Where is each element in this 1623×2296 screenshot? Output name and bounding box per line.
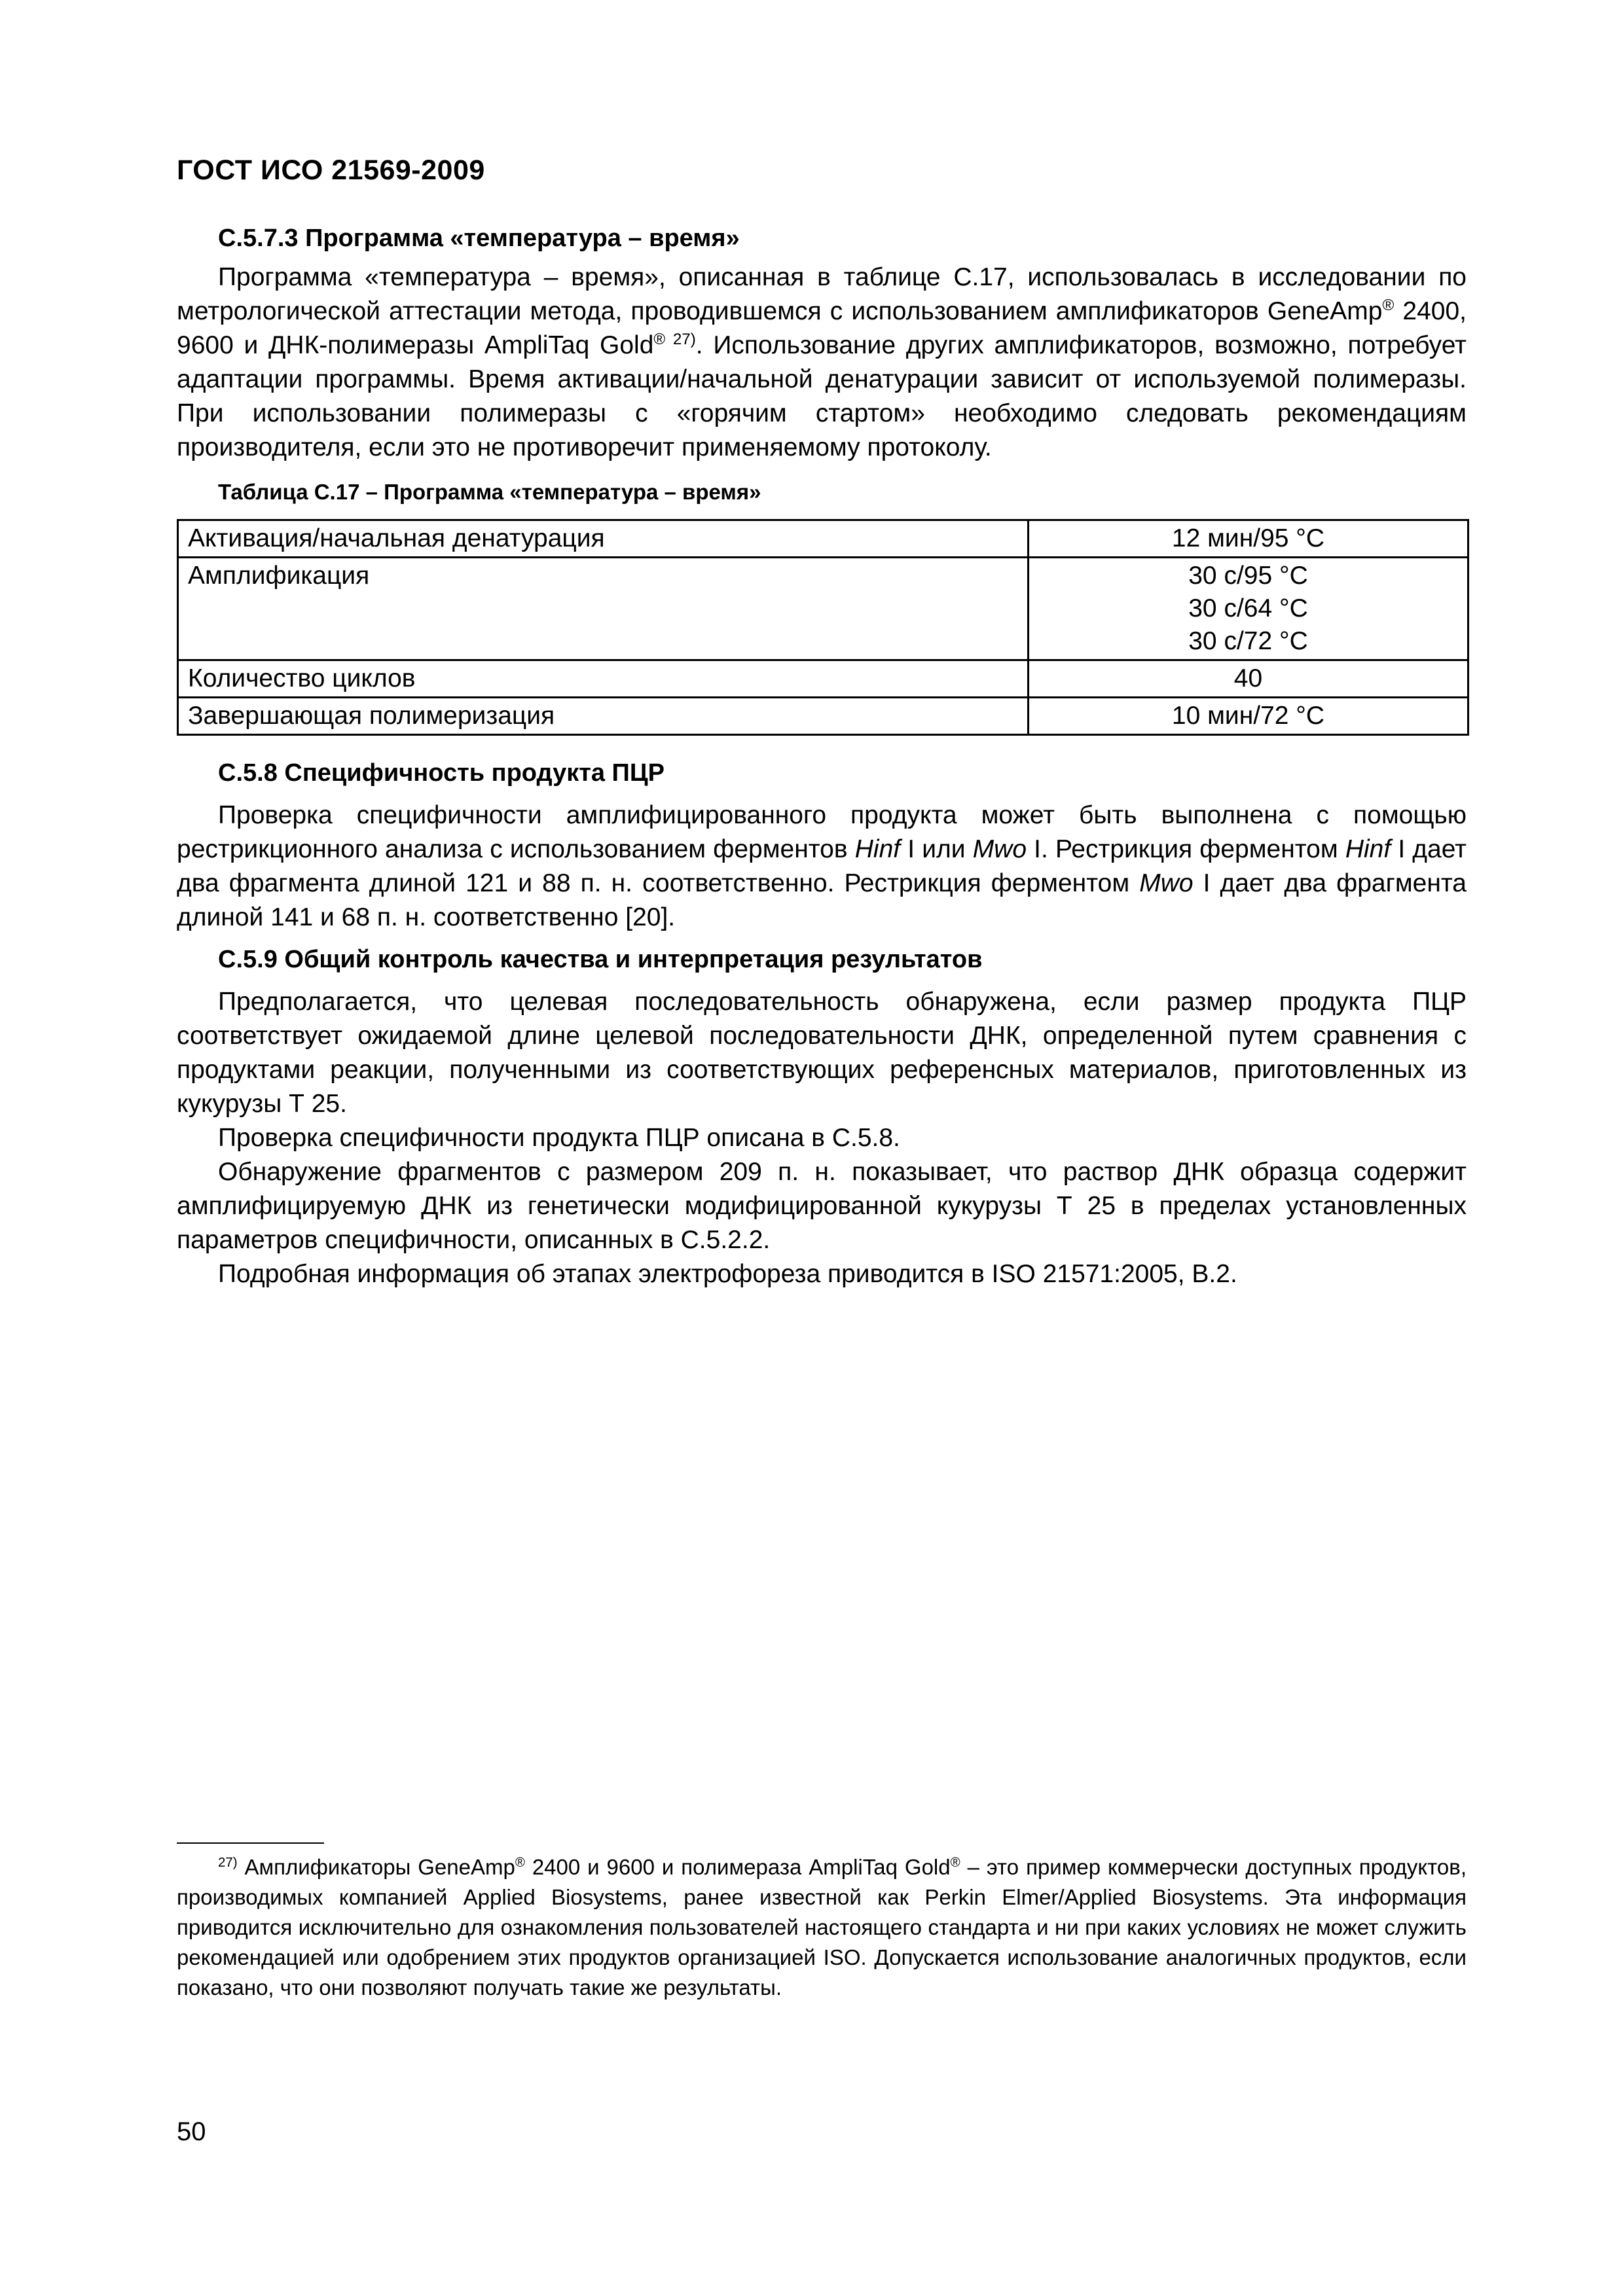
table-cell-label: Амплификация bbox=[178, 558, 1029, 660]
section-c573-body bbox=[177, 260, 1467, 465]
registered-mark: ® bbox=[515, 1855, 525, 1870]
text-run: Программа «температура – время», описанная в таблице С.17, использовалась в исследовании по метрологической аттестации метода, проводившемся с использованием амплификаторов GeneAmp bbox=[177, 263, 1467, 325]
section-c59-body bbox=[177, 985, 1467, 1291]
footnote-divider bbox=[177, 1842, 324, 1844]
table-row bbox=[178, 660, 1468, 698]
table-cell-value: 40 bbox=[1029, 660, 1468, 698]
enzyme-name: Mwo bbox=[972, 835, 1027, 863]
footnote-reference: 27) bbox=[665, 331, 696, 348]
paragraph: Проверка специфичности продукта ПЦР описана в С.5.8. bbox=[218, 1124, 900, 1152]
enzyme-name: Mwo bbox=[1139, 869, 1194, 897]
table-cell-value: 30 с/64 °С bbox=[1188, 594, 1308, 622]
paragraph bbox=[177, 798, 1467, 935]
page-number: 50 bbox=[177, 2117, 206, 2146]
table-caption: Таблица С.17 – Программа «температура – время» bbox=[218, 480, 761, 504]
registered-mark: ® bbox=[653, 331, 666, 348]
registered-mark: ® bbox=[1382, 296, 1395, 314]
table-row bbox=[178, 698, 1468, 735]
enzyme-name: Hinf bbox=[854, 835, 901, 863]
enzyme-name: Hinf bbox=[1345, 835, 1391, 863]
table-cell-value: 10 мин/72 °С bbox=[1029, 698, 1468, 735]
paragraph: Подробная информация об этапах электрофореза приводится в ISO 21571:2005, В.2. bbox=[218, 1260, 1237, 1288]
section-heading-c573: С.5.7.3 Программа «температура – время» bbox=[218, 224, 740, 252]
footnote-marker: 27) bbox=[218, 1855, 238, 1870]
text-run: I или bbox=[900, 835, 973, 863]
text-run: – это пример коммерчески доступных продуктов, производимых компанией Applied Biosystems, ранее известной как Perkin Elmer/Applied Biosystems. Эта информация приводится исключительно для ознакомления пользователей настоящего стандарта и ни при каких условиях не может служить рекомендацией или одобрением этих продуктов организацией ISO. Допускается использование аналогичных продуктов, если показано, что они позволяют получать такие же результаты. bbox=[177, 1855, 1467, 2000]
text-run: I. Рестрикция ферментом bbox=[1027, 835, 1345, 863]
text-run: I дает два фрагмента длиной 141 и 68 п. н. соответственно [20]. bbox=[177, 869, 1467, 931]
table-cell-value: 30 с/95 °С bbox=[1188, 562, 1308, 590]
table-cell-value: 30 с/72 °С bbox=[1188, 627, 1308, 655]
text-run: Амплификаторы GeneAmp bbox=[237, 1855, 515, 1879]
paragraph: Обнаружение фрагментов с размером 209 п. н. показывает, что раствор ДНК образца содержит амплифицируемую ДНК из генетически модифицированной кукурузы Т 25 в пределах установленных параметров специфичности, описанных в С.5.2.2. bbox=[177, 1158, 1467, 1254]
paragraph: Предполагается, что целевая последовательность обнаружена, если размер продукта ПЦР соответствует ожидаемой длине целевой последовательности ДНК, определенной путем сравнения с продуктами реакции, полученными из соответствующих референсных материалов, приготовленных из кукурузы Т 25. bbox=[177, 988, 1467, 1118]
table-row bbox=[178, 520, 1468, 558]
footnote-text bbox=[177, 1852, 1467, 2003]
section-heading-c59: С.5.9 Общий контроль качества и интерпретация результатов bbox=[218, 946, 983, 973]
registered-mark: ® bbox=[950, 1855, 960, 1870]
section-heading-c58: С.5.8 Специфичность продукта ПЦР bbox=[218, 759, 665, 787]
table-cell-label: Завершающая полимеризация bbox=[178, 698, 1029, 735]
table-cell-value-group bbox=[1029, 558, 1468, 660]
table-cell-label: Количество циклов bbox=[178, 660, 1029, 698]
text-run: 2400, 9600 и ДНК-полимеразы AmpliTaq Gold bbox=[177, 297, 1467, 359]
table-cell-value: 12 мин/95 °С bbox=[1029, 520, 1468, 558]
text-run: . Использование других амплификаторов, возможно, потребует адаптации программы. Время активации/начальной денатурации зависит от используемой полимеразы. При использовании полимеразы с «горячим стартом» необходимо следовать рекомендациям производителя, если это не противоречит применяемому протоколу. bbox=[177, 331, 1467, 461]
text-run: Проверка специфичности амплифицированного продукта может быть выполнена с помощью рестрикционного анализа с использованием ферментов bbox=[177, 801, 1467, 863]
table-row bbox=[178, 558, 1468, 660]
paragraph bbox=[177, 260, 1467, 465]
text-run: I дает два фрагмента длиной 121 и 88 п. н. соответственно. Рестрикция ферментом bbox=[177, 835, 1467, 897]
document-code: ГОСТ ИСО 21569-2009 bbox=[177, 154, 485, 186]
footnote bbox=[177, 1852, 1467, 2003]
section-c58-body bbox=[177, 798, 1467, 935]
text-run: 2400 и 9600 и полимераза AmpliTaq Gold bbox=[524, 1855, 951, 1879]
table-cell-label: Активация/начальная денатурация bbox=[178, 520, 1029, 558]
temperature-time-table bbox=[177, 519, 1469, 736]
